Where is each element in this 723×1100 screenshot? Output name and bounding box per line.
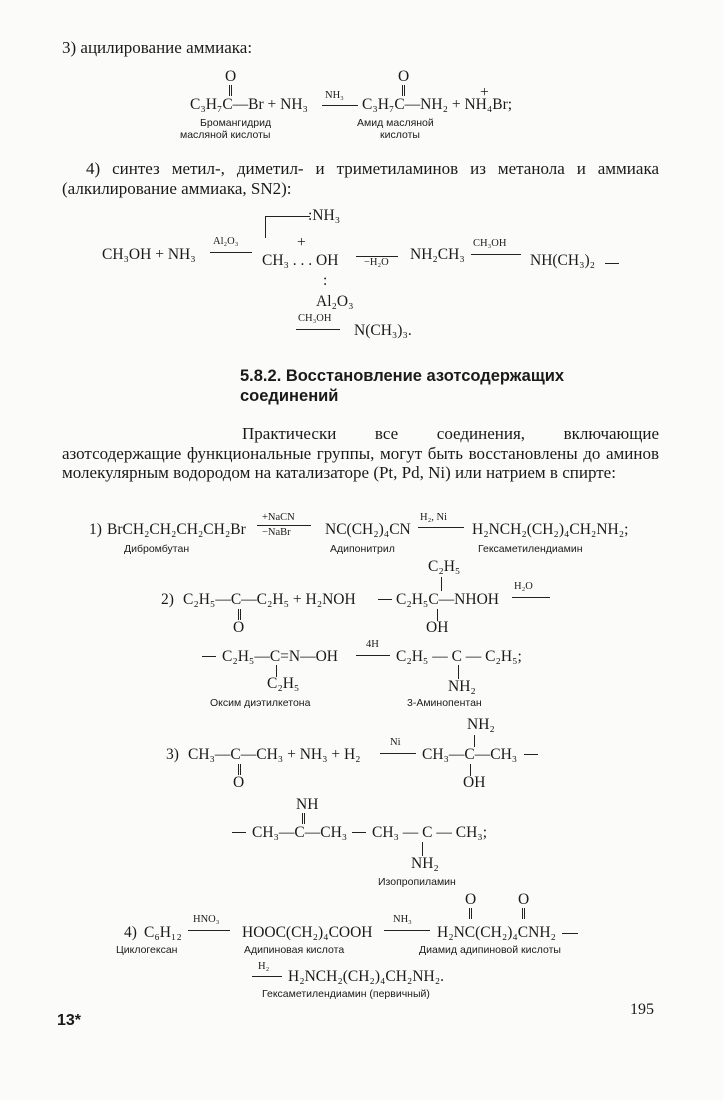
eq4-number: 4) [124,924,137,941]
eq1-cond-nacn: +NaCN [262,512,295,523]
eq2-cond-4h: 4H [366,639,379,650]
cyclohexane-formula: C₆H₁₂ [144,924,182,941]
caption-bromide-2: масляной кислоты [180,129,271,141]
eq4-o-1: O [465,891,477,908]
eq3-intermediate: CH₃—C—CH₃ [422,746,518,763]
methylamine: NH₂CH₃ [410,246,465,263]
arrow-1 [210,252,252,253]
caption-dibromobutane: Дибромбутан [124,543,190,555]
eq2-bond-up [441,577,442,591]
signature-mark: 13* [57,1012,82,1029]
trimethylamine: N(CH₃)₃. [354,322,412,339]
eq3-bond-amine [422,842,423,856]
caption-isopropylamine: Изопропиламин [378,876,456,888]
eq2-arrow-4 [356,655,390,656]
eq4-double-bond-1 [469,908,472,919]
intro-paragraph: Практически все соединения, включающие азотсодержащие функциональные группы, могут быть восстановлены до аминов молекулярным водородом на катализаторе (Pt, Pd, Ni) или натрием в спирте: [62,424,659,482]
condition-nh3: NH₃ [325,90,344,101]
caption-hexamethylenediamine: Гексаметилендиамин [478,543,583,555]
isopropylamine-formula: CH₃ — C — CH₃; [372,824,488,841]
oxime-formula: C₂H₅—C=N—OH [222,648,339,665]
eq1-arrow-1 [257,525,311,526]
condition-methanol-2: CH₃OH [298,313,332,324]
arrow-4 [605,263,619,264]
arrow-5 [296,329,340,330]
adiponitrile-formula: NC(CH₂)₄CN [325,521,411,538]
acetone-reagents: CH₃—C—CH₃ + NH₃ + H₂ [188,746,361,763]
charge-plus: + [480,84,489,101]
section-heading: 5.8.2. Восстановление азотсодержащих соединений [240,367,565,405]
eq2-arrow-2 [512,597,550,598]
eq1-number: 1) [89,521,102,538]
eq2-oh: OH [426,619,449,636]
diethylketone-hydroxylamine: C₂H₅—C—C₂H₅ + H₂NOH [183,591,356,608]
caption-final-diamine: Гексаметилендиамин (первичный) [262,988,430,1000]
eq4-cond-h2: H₂ [258,961,270,972]
eq2-c2h5-top: C₂H₅ [428,558,461,575]
imine-formula: CH₃—C—CH₃ [252,824,348,841]
eq3-number: 3) [166,746,179,763]
aminopentane-formula: C₂H₅ — C — C₂H₅; [396,648,522,665]
double-bond-2 [402,85,405,96]
eq2-o: O [233,619,245,636]
eq3-cond-ni: Ni [390,737,401,748]
final-diamine-formula: H₂NCH₂(CH₂)₄CH₂NH₂. [288,968,444,985]
caption-bromide-1: Бромангидрид [200,117,272,129]
methanol-ammonia: CH₃OH + NH₃ [102,246,196,263]
eq3-o: O [233,774,245,791]
caption-amide-1: Амид масляной [357,117,434,129]
reaction-arrow [322,105,358,106]
eq2-bond-amine [458,665,459,679]
nh3-top: :NH₃ [308,207,341,224]
eq2-intermediate: C₂H₅C—NHOH [396,591,499,608]
eq4-arrow-1 [188,930,230,931]
arrow-3 [471,254,521,255]
carbonyl-o-2: O [398,68,410,85]
caption-aminopentane: 3-Аминопентан [407,697,482,709]
eq3-arrow-4 [352,832,366,833]
acyl-bromide-formula: C₃H₇C—Br + NH₃ [190,96,308,113]
caption-adiponitrile: Адипонитрил [330,543,395,555]
caption-adipamide: Диамид адипиновой кислоты [419,944,561,956]
eq4-arrow-3 [562,933,578,934]
condition-methanol-1: CH₃OH [473,238,507,249]
intermediate: CH₃ . . . OH [262,252,339,269]
eq1-arrow-2 [418,527,464,528]
eq1-cond-nabr: −NaBr [262,527,291,538]
eq2-arrow-1 [378,599,392,600]
caption-adipic-acid: Адипиновая кислота [244,944,345,956]
condition-minus-water: −H₂O [364,257,389,268]
eq4-cond-hno3: HNO₃ [193,914,220,925]
eq3-nh2: NH₂ [411,855,439,872]
section-4-paragraph: 4) синтез метил-, диметил- и триметиламинов из метанола и аммиака (алкилирование аммиака, SN2): [62,159,659,198]
carbonyl-o-1: O [225,68,237,85]
caption-cyclohexane: Циклогексан [116,944,178,956]
eq2-arrow-3 [202,656,216,657]
eq3-arrow-3 [232,832,246,833]
intermediate-charge: + [297,234,306,251]
eq4-arrow-4 [252,976,282,977]
caption-oxime: Оксим диэтилкетона [210,697,311,709]
eq4-arrow-2 [384,930,430,931]
eq3-nh: NH [296,796,319,813]
eq2-nh2: NH₂ [448,678,476,695]
eq2-number: 2) [161,591,174,608]
eq4-double-bond-2 [522,908,525,919]
dibromobutane-formula: BrCH₂CH₂CH₂CH₂Br [107,521,246,538]
eq3-arrow-2 [524,754,538,755]
eq3-nh2-top: NH₂ [467,716,495,733]
dimethylamine: NH(CH₃)₂ [530,252,596,269]
arrow-2 [356,256,398,257]
amide-formula: C₃H₇C—NH₂ + NH₄Br; [362,96,513,113]
eq2-cond-water: H₂O [514,581,533,592]
nh3-line [265,216,310,217]
condition-al2o3: Al₂O₃ [213,236,239,247]
eq3-imine-bond [302,813,305,824]
adipamide-formula: H₂NC(CH₂)₄CNH₂ [437,924,556,941]
nh3-drop [265,216,266,238]
eq3-arrow-1 [380,753,416,754]
dots: : [323,272,328,289]
eq3-oh: OH [463,774,486,791]
eq4-cond-nh3: NH₃ [393,914,412,925]
caption-amide-2: кислоты [380,129,420,141]
adipic-acid-formula: HOOC(CH₂)₄COOH [242,924,373,941]
section-3-title: 3) ацилирование аммиака: [62,38,253,57]
eq2-c2h5-bottom: C₂H₅ [267,675,300,692]
hexamethylenediamine-formula: H₂NCH₂(CH₂)₄CH₂NH₂; [472,521,629,538]
al2o3-bound: Al₂O₃ [316,293,354,310]
double-bond-1 [229,85,232,96]
page-number: 195 [630,1001,654,1018]
eq1-cond-h2ni: H₂, Ni [420,512,447,523]
eq4-o-2: O [518,891,530,908]
